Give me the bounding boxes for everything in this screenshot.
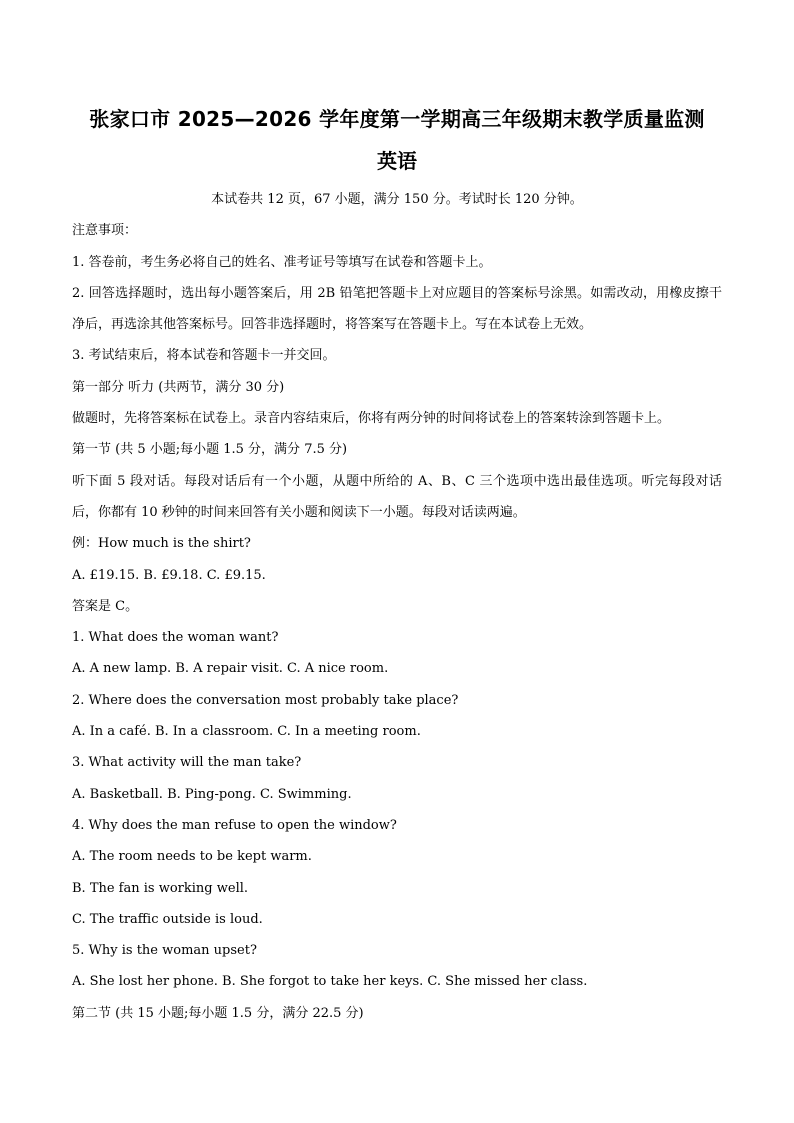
part1-heading: 第一部分 听力 (共两节，满分 30 分): [72, 379, 285, 395]
section1-heading: 第一节 (共 5 小题;每小题 1.5 分，满分 7.5 分): [72, 442, 348, 458]
exam-info: 本试卷共 12 页，67 小题，满分 150 分。考试时长 120 分钟。: [211, 192, 583, 207]
question-4-option-c: C. The traffic outside is loud.: [72, 911, 263, 927]
question-4-option-a: A. The room needs to be kept warm.: [72, 849, 312, 865]
question-4-option-b: B. The fan is working well.: [72, 880, 249, 896]
example-options: A. £19.15. B. £9.18. C. £9.15.: [72, 567, 266, 583]
note-item-3: 3. 考试结束后，将本试卷和答题卡一并交回。: [72, 348, 336, 364]
question-1: 1. What does the woman want?: [72, 630, 279, 646]
section2-heading: 第二节 (共 15 小题;每小题 1.5 分，满分 22.5 分): [72, 1005, 364, 1021]
exam-subject: 英语: [377, 149, 417, 173]
exam-title: 张家口市 2025—2026 学年度第一学期高三年级期末教学质量监测: [89, 107, 705, 131]
question-4: 4. Why does the man refuse to open the window?: [72, 817, 397, 833]
example-question: 例：How much is the shirt?: [72, 536, 251, 552]
example-answer: 答案是 C。: [72, 598, 139, 614]
question-2: 2. Where does the conversation most probably take place?: [72, 692, 459, 708]
part1-instruction: 做题时，先将答案标在试卷上。录音内容结束后，你将有两分钟的时间将试卷上的答案转涂到答题卡上。: [72, 411, 671, 427]
question-1-options: A. A new lamp. B. A repair visit. C. A nice room.: [72, 661, 389, 677]
question-2-options: A. In a café. B. In a classroom. C. In a meeting room.: [72, 724, 421, 740]
note-item-2: 2. 回答选择题时，选出每小题答案后，用 2B 铅笔把答题卡上对应题目的答案标号涂黑。如需改动，用橡皮擦干净后，再选涂其他答案标号。回答非选择题时，将答案写在答题卡上。写在本试卷上无效。: [72, 285, 722, 333]
question-5: 5. Why is the woman upset?: [72, 943, 257, 959]
question-3-options: A. Basketball. B. Ping-pong. C. Swimming.: [72, 786, 352, 802]
note-item-1: 1. 答卷前，考生务必将自己的姓名、准考证号等填写在试卷和答题卡上。: [72, 254, 492, 270]
question-3: 3. What activity will the man take?: [72, 755, 302, 771]
question-5-options: A. She lost her phone. B. She forgot to take her keys. C. She missed her class.: [72, 974, 588, 990]
notes-heading: 注意事项：: [72, 223, 138, 239]
section1-instruction: 听下面 5 段对话。每段对话后有一个小题，从题中所给的 A、B、C 三个选项中选出最佳选项。听完每段对话后，你都有 10 秒钟的时间来回答有关小题和阅读下一小题。每段对话读两遍。: [72, 473, 722, 520]
